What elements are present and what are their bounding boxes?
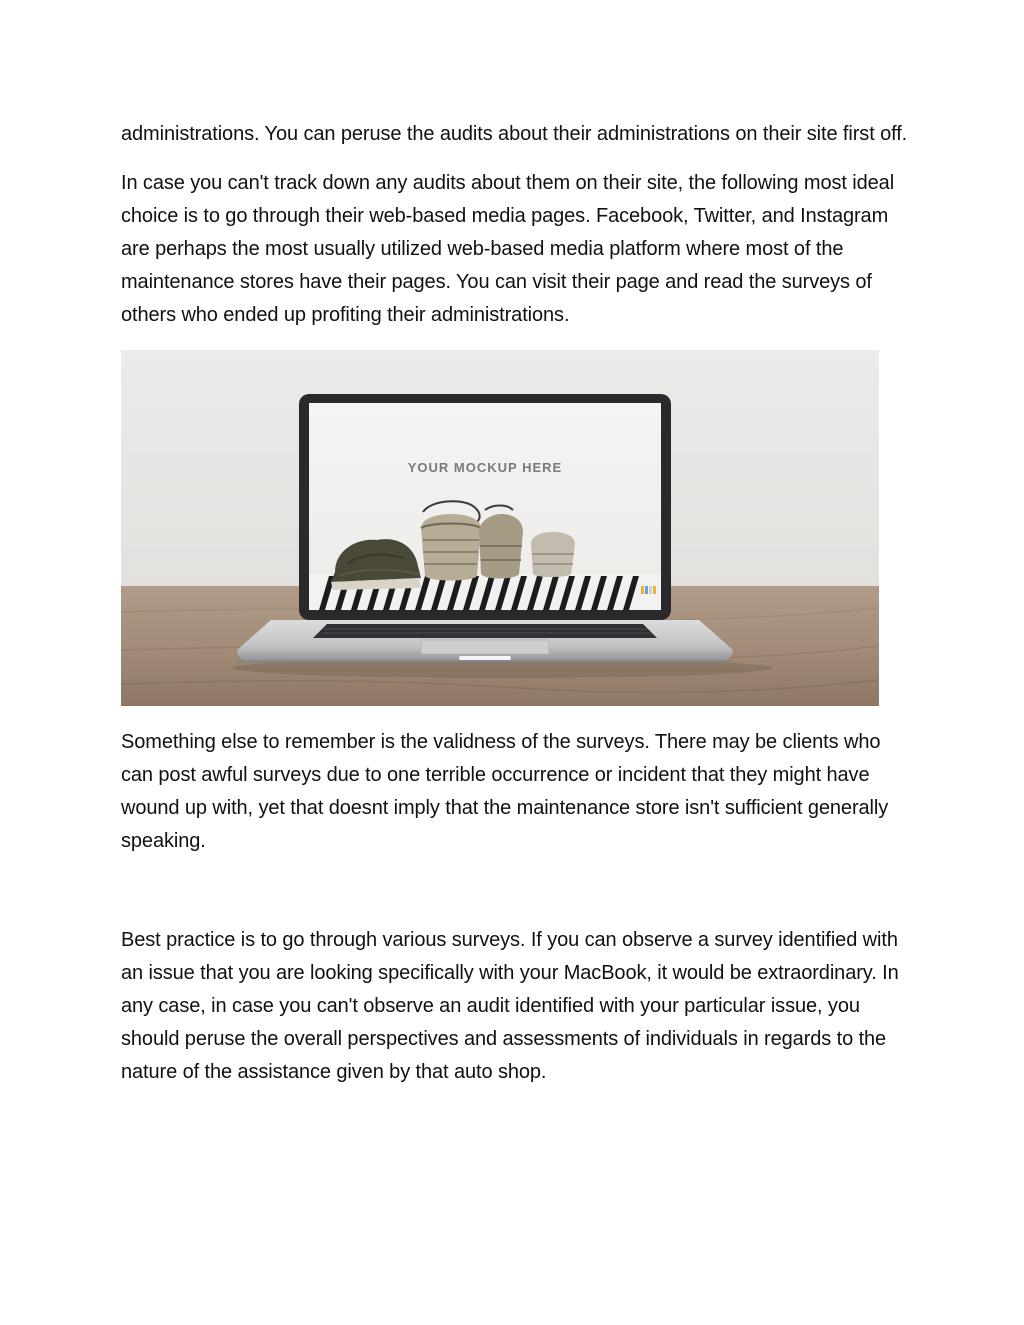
laptop-trackpad bbox=[421, 640, 549, 654]
laptop-keyboard bbox=[313, 624, 657, 638]
paragraph-2: In case you can't track down any audits about them on their site, the following most ideal choice is to go through their web-based media pages. Facebook, Twitter, and Instagram are perhaps the most usually utilized web-based media platform where most of the maintenance stores have their pages. You can visit their page and read the surveys of others who ended up profiting their administrations. bbox=[121, 172, 895, 326]
mockup-screen-text: YOUR MOCKUP HERE bbox=[407, 460, 563, 475]
document-page bbox=[121, 118, 911, 1089]
paragraph-3: Something else to remember is the validness of the surveys. There may be clients who can post awful surveys due to one terrible occurrence or incident that they might have wound up with, yet that doesnt imply that the maintenance store isn't sufficient generally speaking. bbox=[121, 731, 889, 852]
woven-basket-small bbox=[531, 532, 575, 577]
paragraph-1: administrations. You can peruse the audits about their administrations on their site first off. bbox=[121, 123, 908, 145]
laptop-mockup-image bbox=[121, 350, 879, 706]
paragraph-4: Best practice is to go through various surveys. If you can observe a survey identified with an issue that you are looking specifically with your MacBook, it would be extraordinary. In any case, in case you can't observe an audit identified with your particular issue, you should peruse the overall perspectives and assessments of individuals in regards to the nature of the assistance given by that auto shop. bbox=[121, 929, 899, 1083]
